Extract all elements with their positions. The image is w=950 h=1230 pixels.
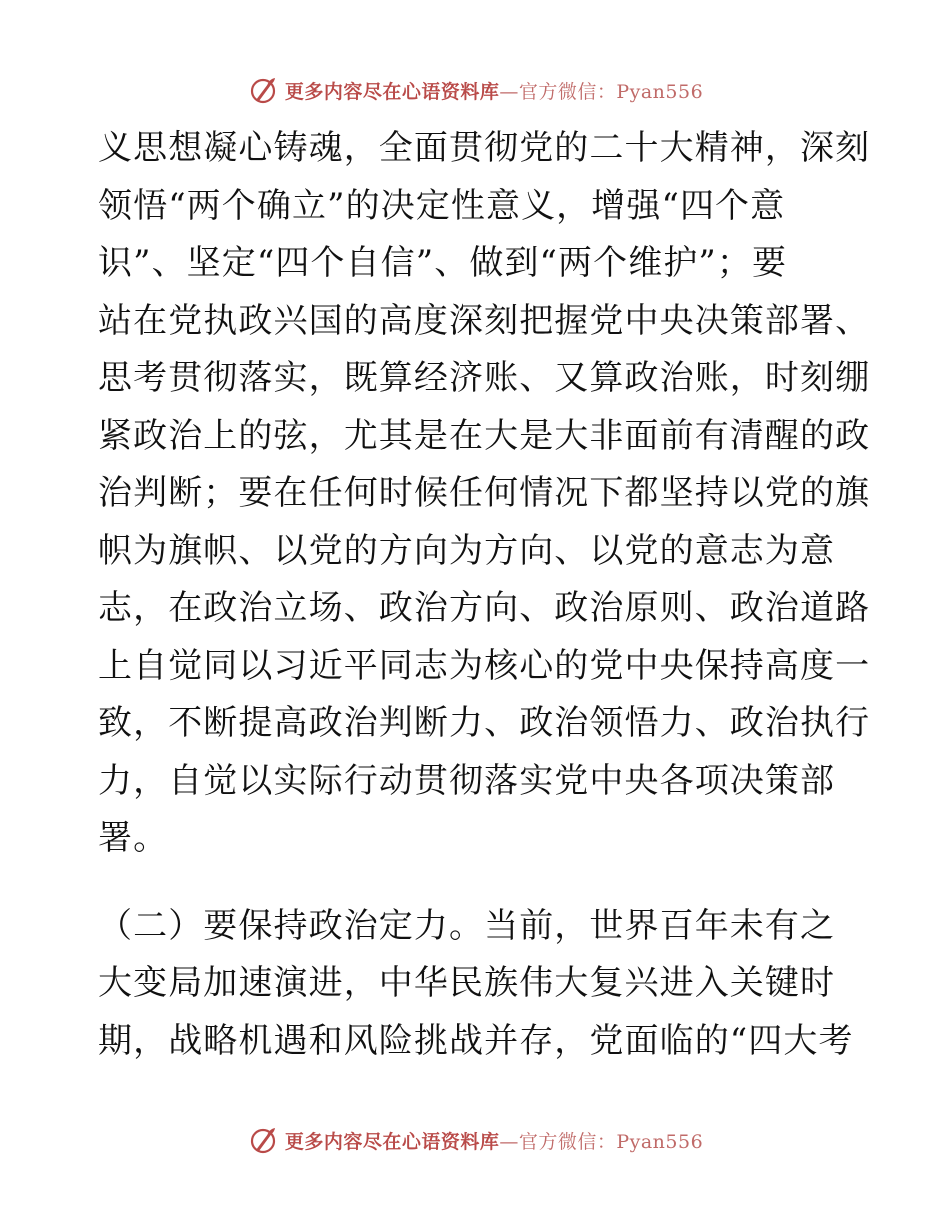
text-line: 领悟“两个确立”的决定性意义，增强“四个意 — [98, 185, 786, 226]
watermark-text: 更多内容尽在心语资料库—官方微信：Pyan556 — [284, 1130, 704, 1153]
text-line: 大变局加速演进，中华民族伟大复兴进入关键时 — [98, 963, 836, 1003]
text-line: 力，自觉以实际行动贯彻落实党中央各项决策部 — [98, 760, 836, 801]
text-line: 识”、坚定“四个自信”、做到“两个维护”；要 — [98, 243, 788, 283]
footer-watermark — [0, 1120, 950, 1160]
text-line: 治判断；要在任何时候任何情况下都坚持以党的旗 — [98, 473, 871, 513]
watermark-text: 更多内容尽在心语资料库—官方微信：Pyan556 — [284, 80, 704, 103]
text-line: 期，战略机遇和风险挑战并存，党面临的“四大考 — [98, 1020, 854, 1061]
text-line: 署。 — [98, 818, 169, 858]
text-line: 上自觉同以习近平同志为核心的党中央保持高度一 — [98, 645, 871, 686]
text-line: 思考贯彻落实，既算经济账、又算政治账，时刻绷 — [98, 358, 871, 398]
text-line: 紧政治上的弦，尤其是在大是大非面前有清醒的政 — [98, 415, 871, 456]
quill-circle-icon — [247, 1124, 279, 1156]
text-line: （二）要保持政治定力。当前，世界百年未有之 — [98, 905, 836, 946]
text-line: 站在党执政兴国的高度深刻把握党中央决策部署、 — [98, 300, 871, 341]
paragraph — [98, 898, 858, 1071]
text-line: 义思想凝心铸魂，全面贯彻党的二十大精神，深刻 — [98, 128, 871, 168]
header-watermark — [0, 70, 950, 110]
text-line: 志，在政治立场、政治方向、政治原则、政治道路 — [98, 588, 871, 628]
paragraph — [98, 120, 871, 868]
text-line: 帜为旗帜、以党的方向为方向、以党的意志为意 — [98, 530, 836, 571]
quill-circle-icon — [247, 74, 279, 106]
text-line: 致，不断提高政治判断力、政治领悟力、政治执行 — [98, 703, 871, 743]
document-body — [98, 120, 871, 1070]
